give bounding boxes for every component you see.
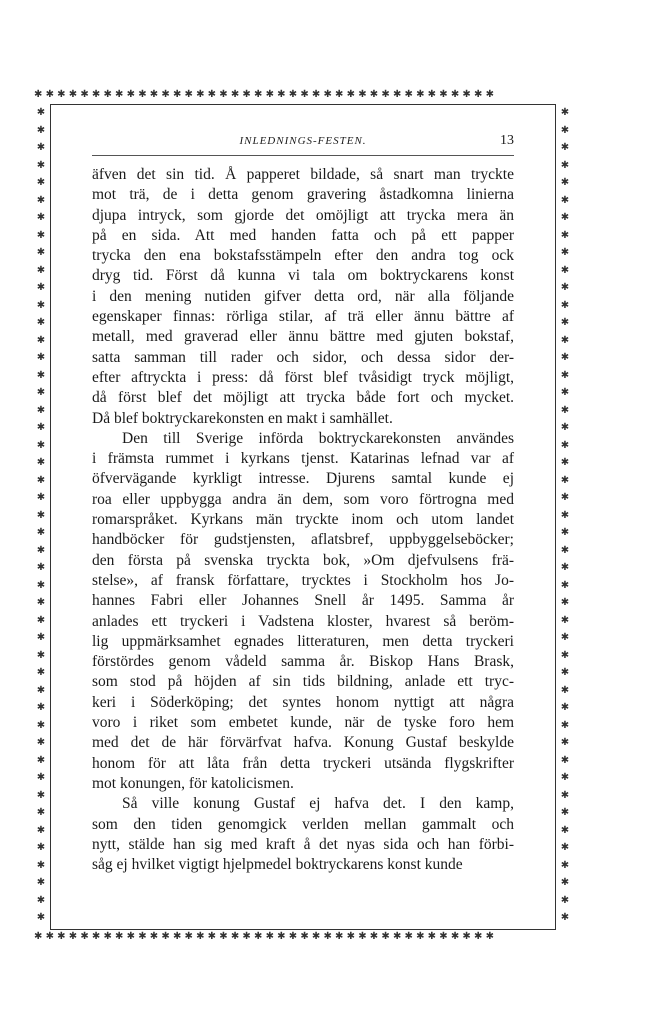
ornament-border-left: ✱ ✱ ✱ ✱ ✱ ✱ ✱ ✱ ✱ ✱ ✱ ✱ ✱ ✱ ✱ ✱ ✱ ✱ ✱ ✱ ✱ ✱ ✱ ✱ ✱ ✱ ✱ ✱ ✱ ✱ ✱ ✱ ✱ ✱ ✱ ✱ ✱ ✱ ✱ ✱ ✱ ✱ ✱ ✱ ✱ ✱ ✱ — [36, 107, 46, 923]
text-line: i den mening nutiden gifver detta ord, när alla följande — [92, 287, 514, 305]
text-line: Då blef boktryckarekonsten en makt i samhället. — [92, 409, 393, 427]
text-line: mot trä, de i detta genom gravering åstadkomna linierna — [92, 186, 514, 204]
text-line: honom för att låta från detta tryckeri utsända flygskrifter — [92, 754, 514, 772]
text-line: handböcker för gudstjensten, aflatsbref, uppbyggelseböcker; — [92, 531, 514, 549]
text-line: nytt, stälde han sig med kraft å det nyas sida och han förbi- — [92, 835, 514, 853]
text-line: egenskaper finnas: rörliga stilar, af trä eller ännu bättre af — [92, 308, 514, 326]
text-line: lig uppmärksamhet egnades litteraturen, men detta tryckeri — [92, 632, 514, 650]
text-line: i främsta rummet i kyrkans tjenst. Katarinas lefnad var af — [92, 450, 514, 468]
text-line: satta samman till rader och sidor, och dessa sidor der- — [92, 348, 514, 366]
text-line: anlades ett tryckeri i Vadstena kloster, hvarest så beröm- — [92, 612, 514, 630]
text-line: hannes Fabri eller Johannes Snell år 1495. Samma år — [92, 592, 514, 610]
text-line: som stod på höjden af sin tids bildning, anlade ett tryc- — [92, 673, 514, 691]
text-line: öfvervägande kyrkligt intresse. Djurens samtal kunde ej — [92, 470, 514, 488]
ornament-border-top: ✱✱✱✱✱✱✱✱✱✱✱✱✱✱✱✱✱✱✱✱✱✱✱✱✱✱✱✱✱✱✱✱✱✱✱✱✱✱✱✱ — [34, 89, 498, 100]
text-line: romarspråket. Kyrkans män tryckte inom och utom landet — [92, 511, 514, 529]
text-line: keri i Söderköping; det syntes honom nyttigt att några — [92, 693, 514, 711]
text-line: då först blef det möjligt att trycka både fort och mycket. — [92, 389, 514, 407]
text-line: dryg tid. Först då kunna vi tala om boktryckarens konst — [92, 267, 514, 285]
text-line: äfven det sin tid. Å papperet bildade, så snart man tryckte — [92, 166, 514, 183]
text-body — [92, 165, 514, 875]
text-line: voro i riket som embetet kunde, när de tyske foro hem — [92, 714, 514, 732]
text-line: trycka den ena bokstafsstämpeln efter den andra tog ock — [92, 247, 514, 265]
ornament-border-bottom: ✱✱✱✱✱✱✱✱✱✱✱✱✱✱✱✱✱✱✱✱✱✱✱✱✱✱✱✱✱✱✱✱✱✱✱✱✱✱✱✱ — [34, 931, 498, 942]
text-line: med det de här förvärfvat hafva. Konung Gustaf beskylde — [92, 734, 514, 752]
text-line: såg ej hvilket vigtigt hjelpmedel boktryckarens konst kunde — [92, 856, 463, 874]
text-line: Den till Sverige införda boktryckarekonsten användes — [122, 429, 514, 447]
text-line: stelse», af fransk författare, trycktes i Stockholm hos Jo- — [92, 571, 514, 589]
text-line: djupa intryck, som gjorde det omöjligt att trycka mera än — [92, 206, 514, 224]
text-line: den första på svenska tryckta bok, »Om djefvulsens frä- — [92, 551, 514, 569]
page-number: 13 — [500, 133, 514, 148]
text-line: metall, med graverad eller ännu bättre med gjuten bokstaf, — [92, 328, 514, 346]
running-head — [92, 133, 514, 156]
text-line: efter aftryckta i press: då först blef tvåsidigt tryck möjligt, — [92, 368, 514, 386]
running-title: INLEDNINGS-FESTEN. — [239, 135, 367, 147]
text-line: på en sida. Att med handen fatta och på ett papper — [92, 226, 514, 244]
text-line: Så ville konung Gustaf ej hafva det. I den kamp, — [122, 795, 514, 813]
text-line: mot konungen, för katolicismen. — [92, 774, 294, 792]
text-line: som den tiden genomgick verlden mellan gammalt och — [92, 815, 514, 833]
text-line: förstördes genom vådeld samma år. Biskop Hans Brask, — [92, 653, 514, 671]
text-line: roa eller uppbygga andra än dem, som voro förtrogna med — [92, 490, 514, 508]
ornament-border-right: ✱ ✱ ✱ ✱ ✱ ✱ ✱ ✱ ✱ ✱ ✱ ✱ ✱ ✱ ✱ ✱ ✱ ✱ ✱ ✱ ✱ ✱ ✱ ✱ ✱ ✱ ✱ ✱ ✱ ✱ ✱ ✱ ✱ ✱ ✱ ✱ ✱ ✱ ✱ ✱ ✱ ✱ ✱ ✱ ✱ ✱ ✱ — [560, 107, 570, 923]
